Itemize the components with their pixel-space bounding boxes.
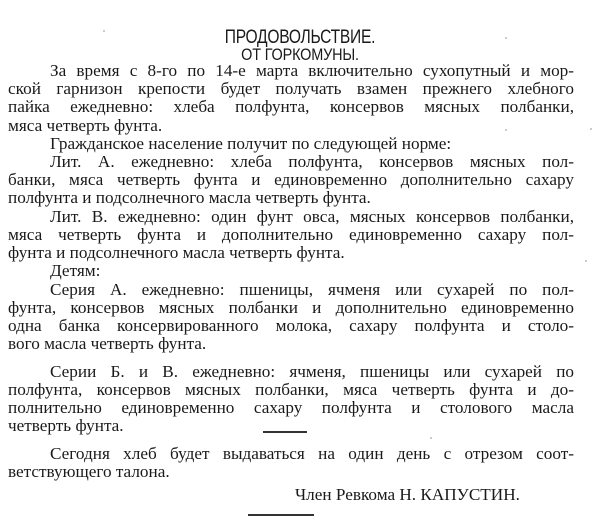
text-line: Серии Б. и В. ежедневно: ячменя, пшеницы или сухарей по [50,362,574,381]
text-line: За время с 8-го по 14-е марта включительно сухопутный и мор- [50,61,574,80]
text-line: вого масла четверть фунта. [8,334,207,353]
text-line: мяса четверть фунта и дополнительно единовременно сахару пол- [8,225,574,244]
text-line: Лит. А. ежедневно: хлеба полфунта, консервов мясных пол- [50,152,574,171]
scan-speck [103,30,105,32]
document-subtitle: ОТ ГОРКОМУНЫ. [241,45,359,64]
text-line: фунта, консервов мясных полбанки и дополнительно единовременно [8,298,574,317]
text-line: четверть фунта. [8,416,124,435]
text-line: Лит. В. ежедневно: один фунт овса, мясных консервов полбанки, [50,207,574,226]
scan-speck [590,128,592,130]
scan-speck [505,37,507,39]
text-line: банки, мяса четверть фунта и единовременно дополнительно сахару [8,170,574,189]
scan-speck [430,437,432,439]
section-divider [263,431,307,433]
text-line: полфунта и подсолнечного масла четверть фунта. [8,188,371,207]
document-title: ПРОДОВОЛЬСТВИЕ. [224,27,376,48]
text-line: мяса четверть фунта. [8,116,163,135]
text-line: Гражданское население получит по следующей норме: [50,134,452,153]
text-line: одна банка консервированного молока, сахару полфунта и столо- [8,316,574,335]
text-line: полфунта, консервов мясных полбанки, мяса четверть фунта и до- [8,380,574,399]
text-line: фунта и подсолнечного масла четверть фунта. [8,243,345,262]
signature: Член Ревкома Н. КАПУСТИН. [295,485,520,504]
scan-speck [505,129,507,131]
text-line: Сегодня хлеб будет выдаваться на один день с отрезом соот- [50,444,574,463]
scan-speck [585,260,587,262]
text-line: Серия А. ежедневно: пшеницы, ячменя или сухарей по пол- [50,280,574,299]
text-line: полнительно единовременно сахару полфунта и столового масла [8,398,574,417]
bottom-divider [248,514,314,516]
text-line: ской гарнизон крепости будет получать взамен прежнего хлебного [8,79,574,98]
text-line: ветствующего талона. [8,462,170,481]
text-line: пайка ежедневно: хлеба полфунта, консервов мясных полбанки, [8,97,574,116]
text-line: Детям: [50,261,101,280]
